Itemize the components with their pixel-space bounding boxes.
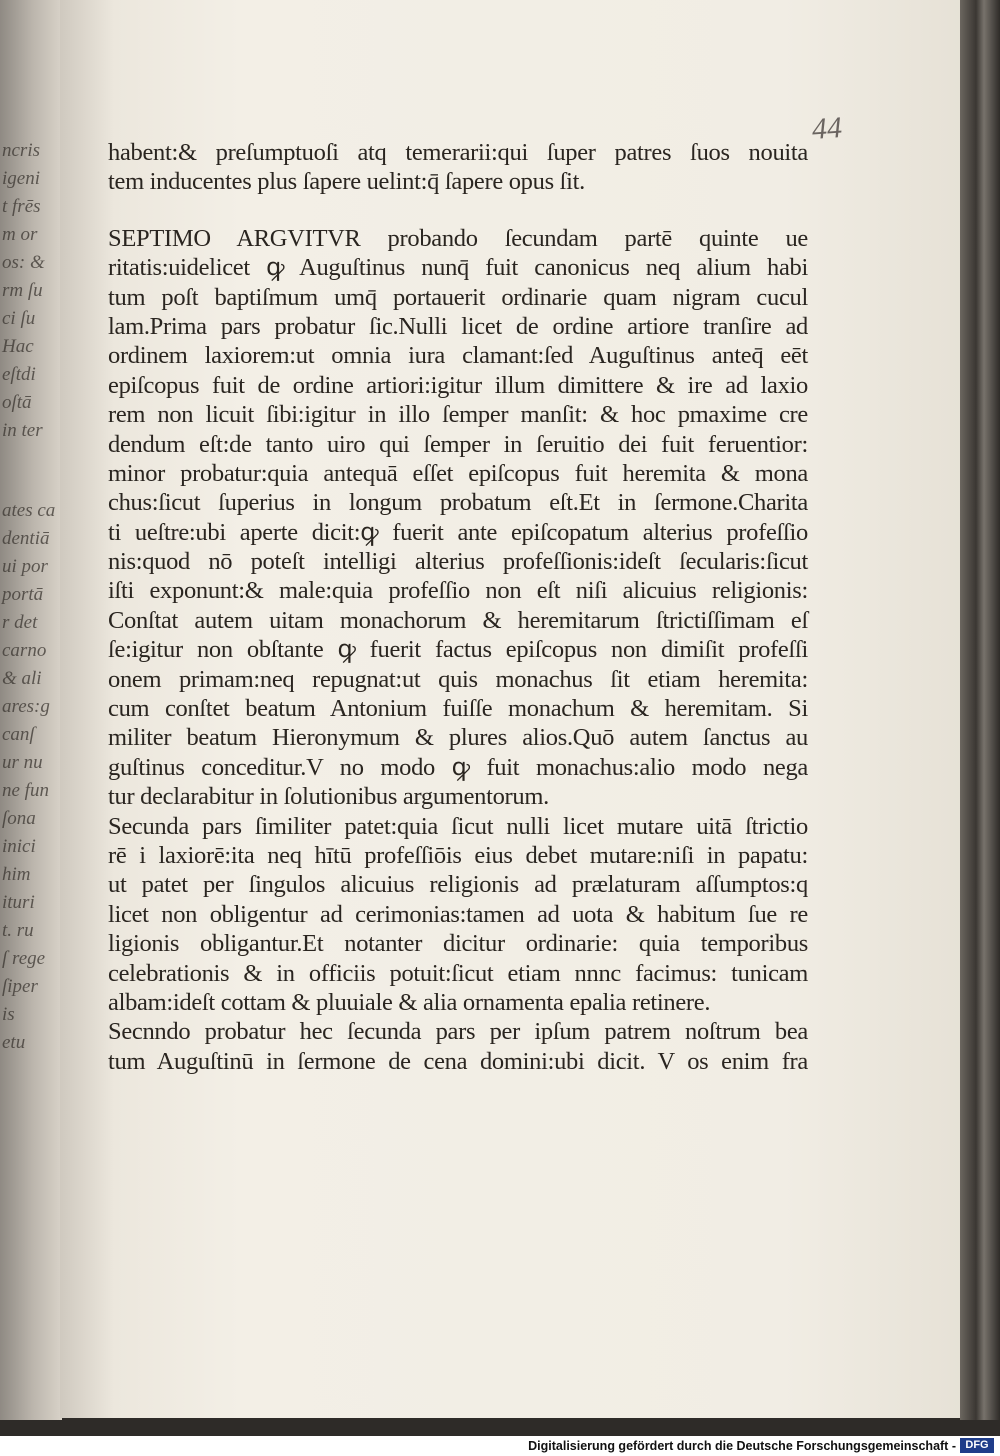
text-line: minor probatur:quia antequā eſſet epiſcopus fuit heremita & mona (108, 459, 808, 487)
text-line: ritatis:uidelicet ꝙ Auguſtinus nunq̄ fuit canonicus neq alium habi (108, 254, 808, 282)
dfg-logo: DFG (960, 1438, 994, 1453)
previous-page-text-fragment: eſtdi (2, 364, 36, 385)
text-line: Secnndo probatur hec ſecunda pars per ipſum patrem noſtrum bea (108, 1018, 808, 1046)
text-line: rē i laxiorē:ita neq hītū profeſſiōis eius debet mutare:niſi in papatu: (108, 841, 808, 869)
previous-page-text-fragment: him (2, 864, 31, 885)
previous-page-text-fragment: ſona (2, 808, 36, 829)
text-line: Secunda pars ſimiliter patet:quia ſicut nulli licet mutare uitā ſtrictio (108, 812, 808, 840)
text-line: chus:ſicut ſuperius in longum probatum eſt.Et in ſermone.Charita (108, 489, 808, 517)
text-line: cum conſtet beatum Antonium fuiſſe monachum & heremitam. Si (108, 695, 808, 723)
previous-page-text-fragment: ares:g (2, 696, 50, 717)
previous-page-text-fragment: ſiper (2, 976, 38, 997)
previous-page-text-fragment: etu (2, 1032, 26, 1053)
text-line: ut patet per ſingulos alicuius religionis ad prælaturam aſſumptos:q (108, 871, 808, 899)
text-line: guſtinus conceditur.V no modo ꝙ fuit monachus:alio modo nega (108, 753, 808, 781)
previous-page-text-fragment: os: & (2, 252, 45, 273)
text-line: epiſcopus fuit de ordine artiori:igitur illum dimittere & ire ad laxio (108, 371, 808, 399)
paragraph-gap (108, 197, 808, 224)
text-line: ordinem laxiorem:ut omnia iura clamant:ſed Auguſtinus anteq̄ eēt (108, 342, 808, 370)
page-stack-edge (960, 0, 1000, 1420)
text-line: militer beatum Hieronymum & plures alios.Quō autem ſanctus au (108, 724, 808, 752)
previous-page-text-fragment: oſtā (2, 392, 32, 413)
text-line: albam:ideſt cottam & pluuiale & alia ornamenta epalia retinere. (108, 988, 711, 1016)
text-line: ligionis obligantur.Et notanter dicitur ordinarie: quia temporibus (108, 930, 808, 958)
previous-page-text-fragment: r det (2, 612, 38, 633)
text-line: tum poſt baptiſmum umq̄ portauerit ordinarie quam nigram cucul (108, 283, 808, 311)
previous-page-text-fragment: ne fun (2, 780, 49, 801)
text-line: tur declarabitur in ſolutionibus argumentorum. (108, 783, 549, 811)
previous-page-text-fragment: ui por (2, 556, 48, 577)
text-line: licet non obligentur ad cerimonias:tamen ad uota & habitum ſue re (108, 900, 808, 928)
text-line: ti ueſtre:ubi aperte dicit:ꝙ fuerit ante epiſcopatum alterius profeſſio (108, 518, 808, 546)
previous-page-text-fragment: m or (2, 224, 38, 245)
previous-page-text-fragment: Hac (2, 336, 34, 357)
text-line: onem primam:neq repugnat:ut quis monachus ſit etiam heremita: (108, 665, 808, 693)
previous-page-text-fragment: canſ (2, 724, 35, 745)
previous-page-text-fragment: is (2, 1004, 15, 1025)
text-line: lam.Prima pars probatur ſic.Nulli licet de ordine artiore tranſire ad (108, 312, 808, 340)
previous-page-text-fragment: inici (2, 836, 36, 857)
text-line: ſe:igitur non obſtante ꝙ fuerit factus epiſcopus non dimiſit profeſſi (108, 636, 808, 664)
previous-page-text-fragment: & ali (2, 668, 42, 689)
text-line: dendum eſt:de tanto uiro qui ſemper in ſeruitio dei fuit feruentior: (108, 430, 808, 458)
text-line: tum Auguſtinū in ſermone de cena domini:ubi dicit. V os enim fra (108, 1047, 808, 1075)
footer-bar (0, 1436, 1000, 1456)
previous-page-text-fragment: t frēs (2, 196, 41, 217)
previous-page-text-fragment: carno (2, 640, 47, 661)
text-line: habent:& preſumptuoſi atq temerarii:qui ſuper patres ſuos nouita (108, 139, 808, 166)
previous-page-text-fragment: ci ſu (2, 308, 36, 329)
previous-page-text-fragment: rm ſu (2, 280, 43, 301)
text-line: tem inducentes plus ſapere uelint:q̄ ſapere opus ſit. (108, 168, 585, 196)
main-text-block (108, 138, 808, 1076)
footer-credit: Digitalisierung gefördert durch die Deutsche Forschungsgemeinschaft - (528, 1439, 956, 1453)
previous-page-text-fragment: dentiā (2, 528, 50, 549)
previous-page-text-fragment: ates ca (2, 500, 56, 521)
previous-page-text-fragment: ituri (2, 892, 35, 913)
text-line: iſti exponunt:& male:quia profeſſio non eſt niſi alicuius religionis: (108, 577, 808, 605)
previous-page-text-fragment: portā (2, 584, 44, 605)
previous-page-text-fragment: ſ rege (2, 948, 46, 969)
previous-page-text-fragment: ur nu (2, 752, 43, 773)
folio-number: 44 (810, 110, 844, 147)
previous-page-edge (0, 0, 62, 1420)
text-line: Conſtat autem uitam monachorum & heremitarum ſtrictiſſimam eſ (108, 606, 808, 634)
text-line: rem non licuit ſibi:igitur in illo ſemper manſit: & hoc pmaxime cre (108, 401, 808, 429)
previous-page-text-fragment: igeni (2, 168, 40, 189)
text-line: SEPTIMO ARGVITVR probando ſecundam partē quinte ue (108, 224, 808, 252)
text-line: celebrationis & in officiis potuit:ſicut etiam nnnc facimus: tunicam (108, 959, 808, 987)
previous-page-text-fragment: ncris (2, 140, 40, 161)
previous-page-text-fragment: t. ru (2, 920, 34, 941)
text-line: nis:quod nō poteſt intelligi alterius profeſſionis:ideſt ſecularis:ſicut (108, 548, 808, 576)
previous-page-text-fragment: in ter (2, 420, 43, 441)
